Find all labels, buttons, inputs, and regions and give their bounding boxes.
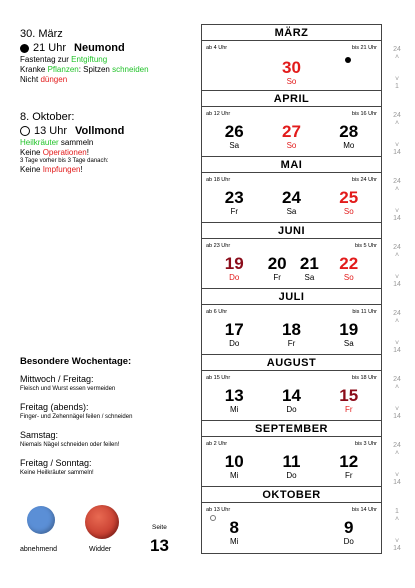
month-divider [202,502,381,503]
zodiac-label: Widder [89,546,112,553]
event-date: 30. März [20,28,63,40]
month-divider [202,106,381,107]
time-until: bis 5 Uhr [354,243,377,249]
month-divider [202,172,381,173]
weekday-abbr: Fr [287,339,296,348]
calendar-day [289,255,329,283]
calendar-day [329,321,369,349]
new-moon-icon [20,44,29,53]
side-marker-top: 1 [395,508,399,515]
day-number: 13 [224,386,244,405]
side-marker-bottom: 14 [393,215,401,222]
calendar-day [272,453,312,481]
down-arrow-icon: ˅ [394,538,400,545]
month-block [202,25,381,91]
month-title: JULI [278,291,305,303]
day-number: 19 [224,254,244,273]
calendar-day [272,189,312,217]
side-marker-bottom: 14 [393,413,401,420]
month-divider [202,238,381,239]
weekday-item [20,458,190,477]
month-divider [202,304,381,305]
calendar-day [214,453,254,481]
day-number: 15 [339,386,359,405]
weekday-abbr: Do [229,339,240,348]
month-block [202,355,381,421]
day-number: 12 [339,452,359,471]
day-number: 30 [282,58,301,77]
time-until: bis 18 Uhr [351,375,377,381]
note-segment: Operationen [42,148,87,157]
side-marker-bottom: 14 [393,281,401,288]
weekday-abbr: Mo [343,141,355,150]
time-from: ab 12 Uhr [206,111,231,117]
note-segment: schneiden [112,65,149,74]
up-arrow-icon: ˄ [394,186,400,193]
weekday-abbr: Do [229,273,240,282]
event-time: 13 Uhr [34,125,68,137]
calendar-day [329,255,369,283]
note-segment: Nicht [20,75,41,84]
note-segment: Keine [20,165,43,174]
side-marker-bottom: 14 [393,347,401,354]
month-block [202,223,381,289]
weekday-abbr: Sa [304,273,315,282]
weekday-item [20,402,190,421]
time-from: ab 2 Uhr [206,441,228,447]
note-segment: sammeln [58,138,94,147]
month-title: OKTOBER [262,489,321,501]
side-marker-top: 24 [393,178,401,185]
side-marker-bottom: 14 [393,479,401,486]
weekday-abbr: So [286,141,297,150]
note-segment: Impfungen [42,165,81,174]
weekday-sub: Niemals Nägel schneiden oder feilen! [20,442,120,448]
calendar-day [329,453,369,481]
weekday-item [20,374,190,393]
month-divider [202,436,381,437]
day-number: 10 [224,452,244,471]
time-until: bis 14 Uhr [351,507,377,513]
time-from: ab 15 Uhr [206,375,231,381]
note-segment: Pflanzen [47,65,79,74]
time-from: ab 23 Uhr [206,243,231,249]
note-segment: ! [80,165,83,174]
weekday-title: Freitag / Sonntag: [20,458,92,468]
down-arrow-icon: ˅ [394,142,400,149]
month-title: AUGUST [266,357,317,369]
event-after-note [20,165,188,175]
weekday-item [20,430,190,449]
note-segment: düngen [40,75,68,84]
down-arrow-icon: ˅ [394,76,400,83]
weekday-sub: Keine Heilkräuter sammeln! [20,470,94,476]
full-moon-icon [20,126,30,136]
calendar-day [272,321,312,349]
side-marker-top: 24 [393,46,401,53]
calendar-day [214,123,254,151]
time-until: bis 16 Uhr [351,111,377,117]
time-until: bis 11 Uhr [352,309,377,315]
weekday-abbr: Mi [229,537,239,546]
moon-phase-label: abnehmend [20,546,57,553]
weekdays-title: Besondere Wochentage: [20,356,132,367]
new-moon-marker-icon [345,57,351,63]
event-header [20,124,188,138]
day-number: 14 [282,386,301,405]
time-until: bis 21 Uhr [351,45,377,51]
calendar-day [214,387,254,415]
note-segment: Keine [20,148,43,157]
side-marker-top: 24 [393,112,401,119]
page-label: Seite [152,524,167,531]
month-block [202,487,381,553]
day-number: 8 [229,518,239,537]
month-block [202,421,381,487]
day-number: 18 [282,320,301,339]
weekday-title: Samstag: [20,430,59,440]
day-number: 23 [224,188,244,207]
weekday-abbr: Fr [273,273,281,282]
calendar-day [329,519,369,547]
calendar-day [329,387,369,415]
full-moon-marker-icon [210,515,216,521]
day-number: 9 [344,518,354,537]
calendar-day [272,59,312,87]
month-block [202,289,381,355]
note-line [20,138,188,148]
up-arrow-icon: ˄ [394,120,400,127]
calendar-day [214,321,254,349]
note-segment: Entgiftung [71,55,108,64]
weekday-abbr: Sa [343,339,354,348]
up-arrow-icon: ˄ [394,516,400,523]
event-time: 21 Uhr [33,42,67,54]
month-title: JUNI [277,225,306,237]
day-number: 25 [339,188,359,207]
event-notes [20,138,188,158]
month-divider [202,370,381,371]
weekday-abbr: Do [286,471,297,480]
side-marker-bottom: 14 [393,545,401,552]
note-segment: Kranke [20,65,48,74]
up-arrow-icon: ˄ [394,384,400,391]
day-number: 27 [282,122,301,141]
event-small-note: 3 Tage vorher bis 3 Tage danach: [20,158,109,164]
month-block [202,91,381,157]
time-from: ab 18 Uhr [206,177,231,183]
weekday-title: Freitag (abends): [20,402,89,412]
down-arrow-icon: ˅ [394,208,400,215]
note-line [20,75,188,85]
calendar-day [329,123,369,151]
calendar-day [329,189,369,217]
down-arrow-icon: ˅ [394,472,400,479]
weekday-abbr: So [343,273,354,282]
day-number: 21 [299,254,319,273]
side-marker-top: 24 [393,244,401,251]
weekday-abbr: Fr [230,207,238,216]
weekday-abbr: So [286,77,297,86]
day-number: 28 [339,122,359,141]
calendar-day [272,387,312,415]
month-title: MÄRZ [274,27,309,39]
note-line [20,55,188,65]
weekday-abbr: Do [343,537,354,546]
event-date: 8. Oktober: [20,111,75,123]
day-number: 20 [267,254,287,273]
note-segment: ! [86,148,89,157]
weekday-abbr: Sa [286,207,297,216]
calendar-day [214,519,254,547]
time-until: bis 24 Uhr [351,177,377,183]
weekday-sub: Finger- und Zehennägel feilen / schneiden [20,414,133,420]
event-header [20,41,188,55]
weekday-abbr: Do [286,405,297,414]
event-new-moon [20,28,188,85]
page-number: 13 [150,536,169,555]
calendar-day [272,123,312,151]
side-marker-bottom: 1 [395,83,399,90]
weekday-abbr: Mi [229,471,239,480]
day-number: 19 [339,320,359,339]
up-arrow-icon: ˄ [394,318,400,325]
moon-calendar [201,24,382,554]
note-segment: Heilkräuter [20,138,59,147]
month-block [202,157,381,223]
event-name: Vollmond [75,125,125,137]
event-name: Neumond [74,42,125,54]
down-arrow-icon: ˅ [394,340,400,347]
note-line [20,65,188,75]
time-from: ab 13 Uhr [206,507,231,513]
note-segment: Fastentag zur [20,55,72,64]
time-from: ab 4 Uhr [206,45,228,51]
weekday-abbr: So [343,207,354,216]
day-number: 24 [282,188,301,207]
side-marker-bottom: 14 [393,149,401,156]
weekday-abbr: Mi [229,405,239,414]
day-number: 26 [224,122,244,141]
side-marker-top: 24 [393,376,401,383]
down-arrow-icon: ˅ [394,274,400,281]
event-notes [20,55,188,85]
up-arrow-icon: ˄ [394,252,400,259]
waning-moon-icon [27,506,55,534]
month-title: MAI [280,159,303,171]
side-marker-top: 24 [393,310,401,317]
note-line [20,148,188,158]
moon-events [20,28,188,175]
down-arrow-icon: ˅ [394,406,400,413]
month-title: APRIL [273,93,310,105]
weekday-abbr: Fr [344,405,353,414]
weekday-abbr: Sa [229,141,240,150]
event-full-moon [20,111,188,175]
up-arrow-icon: ˄ [394,450,400,457]
weekday-sub: Fleisch und Wurst essen vermeiden [20,386,116,392]
weekday-abbr: Fr [344,471,353,480]
day-number: 11 [282,452,301,471]
month-title: SEPTEMBER [255,423,328,435]
time-from: ab 6 Uhr [206,309,228,315]
side-marker-top: 24 [393,442,401,449]
note-segment: : Spitzen [78,65,113,74]
weekday-title: Mittwoch / Freitag: [20,374,94,384]
calendar-day [214,255,254,283]
calendar-day [214,189,254,217]
month-divider [202,40,381,41]
day-number: 22 [339,254,359,273]
time-until: bis 3 Uhr [354,441,377,447]
day-number: 17 [224,320,244,339]
up-arrow-icon: ˄ [394,54,400,61]
aries-zodiac-icon [85,505,119,539]
